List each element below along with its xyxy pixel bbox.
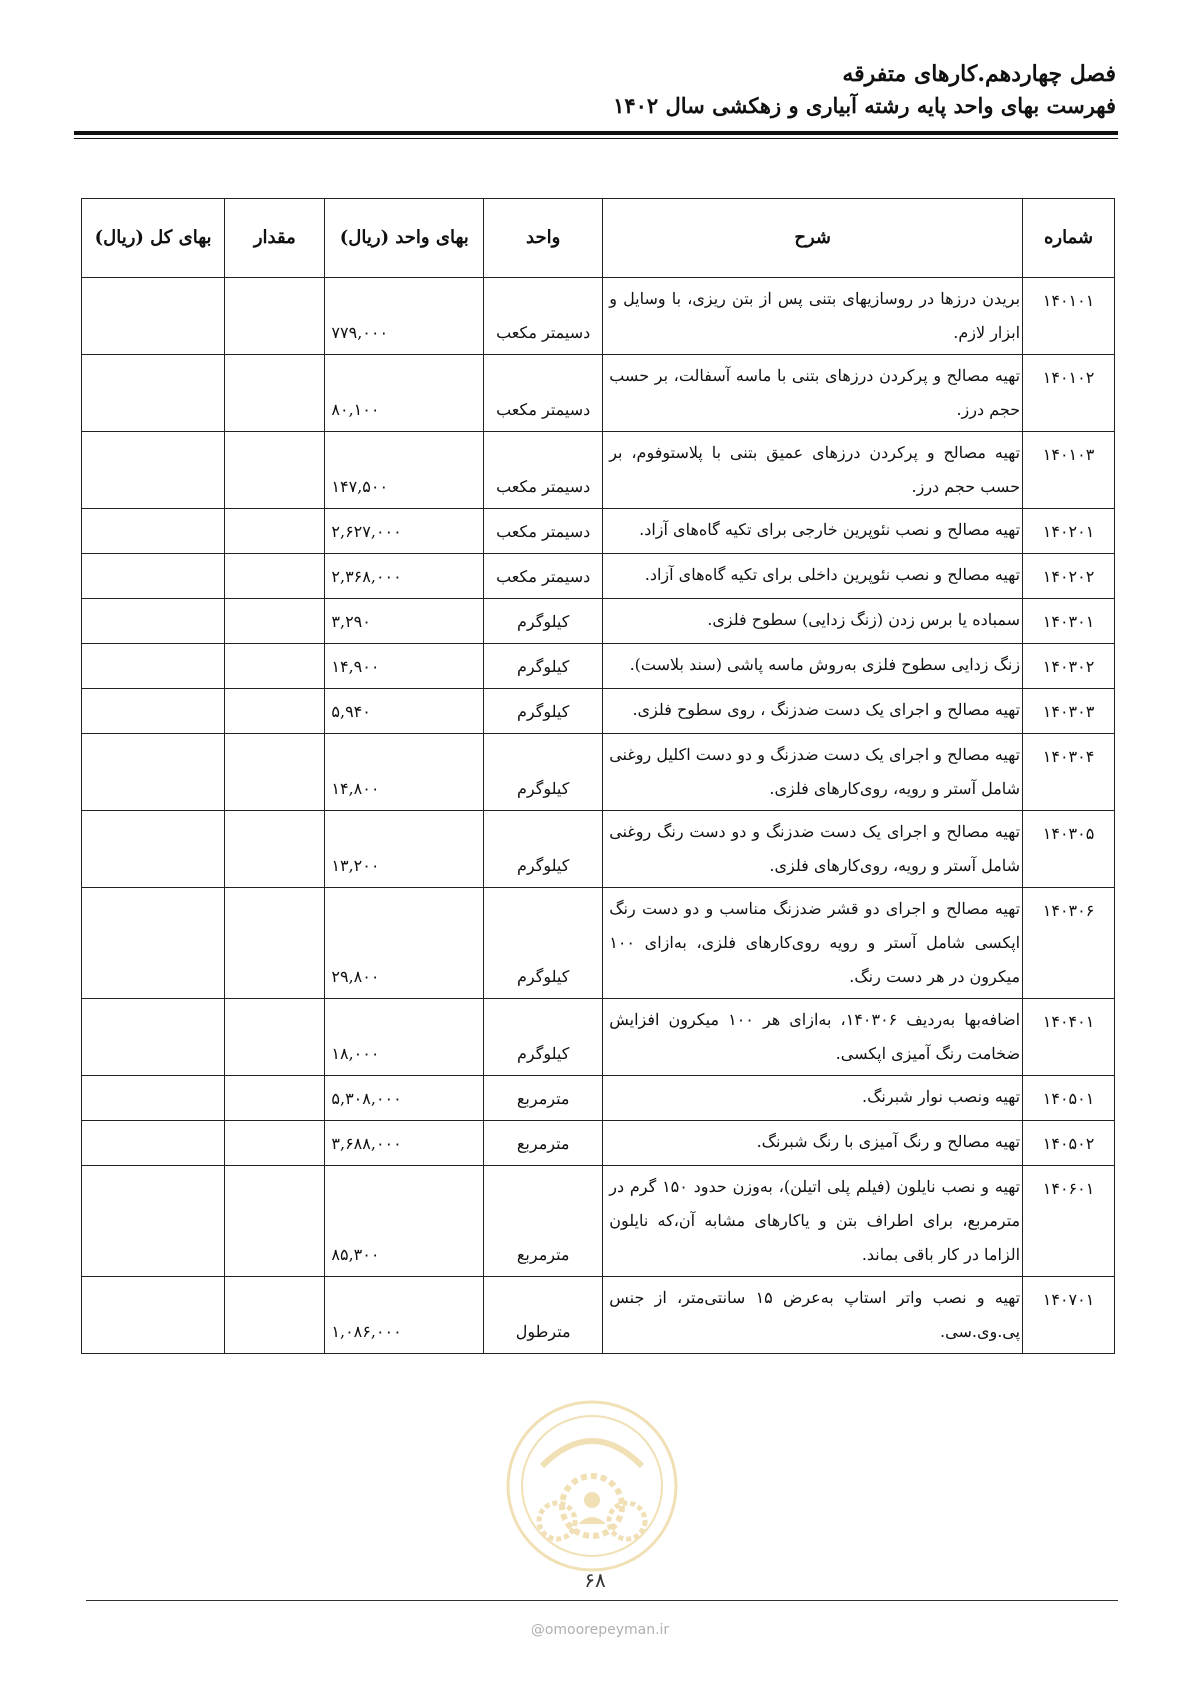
row-unit-price: ۵,۹۴۰ [325, 689, 484, 734]
row-number: ۱۴۰۷۰۱ [1023, 1277, 1115, 1354]
row-total-price [82, 355, 225, 432]
row-unit: کیلوگرم [484, 599, 603, 644]
row-total-price [82, 1277, 225, 1354]
row-unit-price: ۸۵,۳۰۰ [325, 1166, 484, 1277]
row-unit: دسیمتر مکعب [484, 509, 603, 554]
table-row [82, 1166, 1115, 1277]
row-unit-price: ۱۴,۹۰۰ [325, 644, 484, 689]
row-total-price [82, 554, 225, 599]
table-row [82, 734, 1115, 811]
row-quantity [225, 509, 325, 554]
row-quantity [225, 355, 325, 432]
row-total-price [82, 888, 225, 999]
row-quantity [225, 999, 325, 1076]
row-total-price [82, 1076, 225, 1121]
column-header-unit-price: بهای واحد (ریال) [325, 199, 484, 278]
table-row [82, 355, 1115, 432]
row-unit-price: ۵,۳۰۸,۰۰۰ [325, 1076, 484, 1121]
row-quantity [225, 644, 325, 689]
row-number: ۱۴۰۳۰۲ [1023, 644, 1115, 689]
row-unit: کیلوگرم [484, 644, 603, 689]
row-unit: دسیمتر مکعب [484, 554, 603, 599]
row-total-price [82, 644, 225, 689]
row-unit: کیلوگرم [484, 734, 603, 811]
row-unit: کیلوگرم [484, 689, 603, 734]
row-number: ۱۴۰۵۰۲ [1023, 1121, 1115, 1166]
row-unit-price: ۲,۶۲۷,۰۰۰ [325, 509, 484, 554]
row-description: تهیه مصالح و اجرای یک دست ضدزنگ ، روی سطوح فلزی. [603, 689, 1023, 734]
row-total-price [82, 278, 225, 355]
row-quantity [225, 554, 325, 599]
row-description: تهیه و نصب واتر استاپ به‌عرض ۱۵ سانتی‌متر، از جنس پی.وی.سی. [603, 1277, 1023, 1354]
row-total-price [82, 509, 225, 554]
row-unit: مترطول [484, 1277, 603, 1354]
row-unit: کیلوگرم [484, 888, 603, 999]
page-header [76, 58, 1116, 122]
row-description: تهیه ونصب نوار شبرنگ. [603, 1076, 1023, 1121]
row-description: تهیه مصالح و اجرای یک دست ضدزنگ و دو دست رنگ روغنی شامل آستر و رویه، روی‌کارهای فلزی. [603, 811, 1023, 888]
row-unit-price: ۷۷۹,۰۰۰ [325, 278, 484, 355]
row-unit: دسیمتر مکعب [484, 355, 603, 432]
row-number: ۱۴۰۳۰۶ [1023, 888, 1115, 999]
price-list-table [81, 198, 1115, 1354]
row-number: ۱۴۰۱۰۲ [1023, 355, 1115, 432]
row-quantity [225, 888, 325, 999]
table-header-row [82, 199, 1115, 278]
table-row [82, 1076, 1115, 1121]
row-description: تهیه و نصب نایلون (فیلم پلی اتیلن)، به‌وزن حدود ۱۵۰ گرم در مترمربع، برای اطراف بتن و یاکارهای مشابه آن،که نایلون الزاما در کار باقی بماند. [603, 1166, 1023, 1277]
row-unit-price: ۲۹,۸۰۰ [325, 888, 484, 999]
row-unit-price: ۱۴۷,۵۰۰ [325, 432, 484, 509]
table-row [82, 888, 1115, 999]
table-row [82, 599, 1115, 644]
row-number: ۱۴۰۱۰۳ [1023, 432, 1115, 509]
row-number: ۱۴۰۵۰۱ [1023, 1076, 1115, 1121]
table-row [82, 432, 1115, 509]
row-quantity [225, 599, 325, 644]
row-total-price [82, 432, 225, 509]
column-header-description: شرح [603, 199, 1023, 278]
row-quantity [225, 1121, 325, 1166]
row-unit-price: ۱۸,۰۰۰ [325, 999, 484, 1076]
row-quantity [225, 734, 325, 811]
chapter-title: فصل چهاردهم.کارهای متفرقه [842, 61, 1116, 87]
row-unit: دسیمتر مکعب [484, 432, 603, 509]
row-unit-price: ۳,۲۹۰ [325, 599, 484, 644]
row-description: تهیه مصالح و اجرای یک دست ضدزنگ و دو دست اکلیل روغنی شامل آستر و رویه، روی‌کارهای فلزی. [603, 734, 1023, 811]
table-row [82, 999, 1115, 1076]
column-header-unit: واحد [484, 199, 603, 278]
row-number: ۱۴۰۱۰۱ [1023, 278, 1115, 355]
table-row [82, 278, 1115, 355]
row-description: زنگ زدایی سطوح فلزی به‌روش ماسه پاشی (سند بلاست). [603, 644, 1023, 689]
table-row [82, 811, 1115, 888]
row-quantity [225, 278, 325, 355]
table-row [82, 1277, 1115, 1354]
footer-rule [86, 1600, 1118, 1601]
row-total-price [82, 734, 225, 811]
row-description: تهیه مصالح و نصب نئوپرین داخلی برای تکیه گاه‌های آزاد. [603, 554, 1023, 599]
row-description: تهیه مصالح و نصب نئوپرین خارجی برای تکیه گاه‌های آزاد. [603, 509, 1023, 554]
row-unit-price: ۲,۳۶۸,۰۰۰ [325, 554, 484, 599]
row-unit: مترمربع [484, 1166, 603, 1277]
row-unit-price: ۱۳,۲۰۰ [325, 811, 484, 888]
row-description: اضافه‌بها به‌ردیف ۱۴۰۳۰۶، به‌ازای هر ۱۰۰ میکرون افزایش ضخامت رنگ آمیزی اپکسی. [603, 999, 1023, 1076]
header-rule-thick [74, 131, 1118, 135]
row-number: ۱۴۰۳۰۵ [1023, 811, 1115, 888]
row-number: ۱۴۰۳۰۱ [1023, 599, 1115, 644]
row-total-price [82, 1166, 225, 1277]
row-description: تهیه مصالح و رنگ آمیزی با رنگ شبرنگ. [603, 1121, 1023, 1166]
row-number: ۱۴۰۴۰۱ [1023, 999, 1115, 1076]
row-number: ۱۴۰۲۰۱ [1023, 509, 1115, 554]
page-number: ۶۸ [584, 1568, 606, 1592]
table-row [82, 1121, 1115, 1166]
document-subtitle: فهرست بهای واحد پایه رشته آبیاری و زهکشی سال ۱۴۰۲ [613, 93, 1116, 118]
row-unit: کیلوگرم [484, 999, 603, 1076]
row-quantity [225, 1277, 325, 1354]
table-row [82, 689, 1115, 734]
row-description: بریدن درزها در روسازیهای بتنی پس از بتن ریزی، با وسایل و ابزار لازم. [603, 278, 1023, 355]
row-total-price [82, 811, 225, 888]
row-quantity [225, 1076, 325, 1121]
row-number: ۱۴۰۳۰۳ [1023, 689, 1115, 734]
row-quantity [225, 689, 325, 734]
column-header-quantity: مقدار [225, 199, 325, 278]
row-unit: دسیمتر مکعب [484, 278, 603, 355]
row-total-price [82, 1121, 225, 1166]
header-rule-thin [74, 138, 1118, 139]
table-row [82, 554, 1115, 599]
row-unit-price: ۸۰,۱۰۰ [325, 355, 484, 432]
row-description: تهیه مصالح و پرکردن درزهای عمیق بتنی با پلاستوفوم، بر حسب حجم درز. [603, 432, 1023, 509]
column-header-total: بهای کل (ریال) [82, 199, 225, 278]
table-row [82, 644, 1115, 689]
row-total-price [82, 599, 225, 644]
row-unit: کیلوگرم [484, 811, 603, 888]
row-number: ۱۴۰۳۰۴ [1023, 734, 1115, 811]
row-quantity [225, 432, 325, 509]
row-unit-price: ۳,۶۸۸,۰۰۰ [325, 1121, 484, 1166]
row-unit: مترمربع [484, 1121, 603, 1166]
row-number: ۱۴۰۶۰۱ [1023, 1166, 1115, 1277]
row-unit: مترمربع [484, 1076, 603, 1121]
publisher-seal-watermark [502, 1396, 682, 1576]
row-quantity [225, 811, 325, 888]
column-header-number: شماره [1023, 199, 1115, 278]
row-number: ۱۴۰۲۰۲ [1023, 554, 1115, 599]
row-unit-price: ۱۴,۸۰۰ [325, 734, 484, 811]
row-total-price [82, 689, 225, 734]
site-watermark: @omoorepeyman.ir [530, 1622, 670, 1638]
table-row [82, 509, 1115, 554]
row-total-price [82, 999, 225, 1076]
row-description: تهیه مصالح و پرکردن درزهای بتنی با ماسه آسفالت، بر حسب حجم درز. [603, 355, 1023, 432]
row-description: تهیه مصالح و اجرای دو قشر ضدزنگ مناسب و دو دست رنگ اپکسی شامل آستر و رویه روی‌کارهای فلزی، به‌ازای ۱۰۰ میکرون در هر دست رنگ. [603, 888, 1023, 999]
row-unit-price: ۱,۰۸۶,۰۰۰ [325, 1277, 484, 1354]
row-description: سمباده یا برس زدن (زنگ زدایی) سطوح فلزی. [603, 599, 1023, 644]
row-quantity [225, 1166, 325, 1277]
